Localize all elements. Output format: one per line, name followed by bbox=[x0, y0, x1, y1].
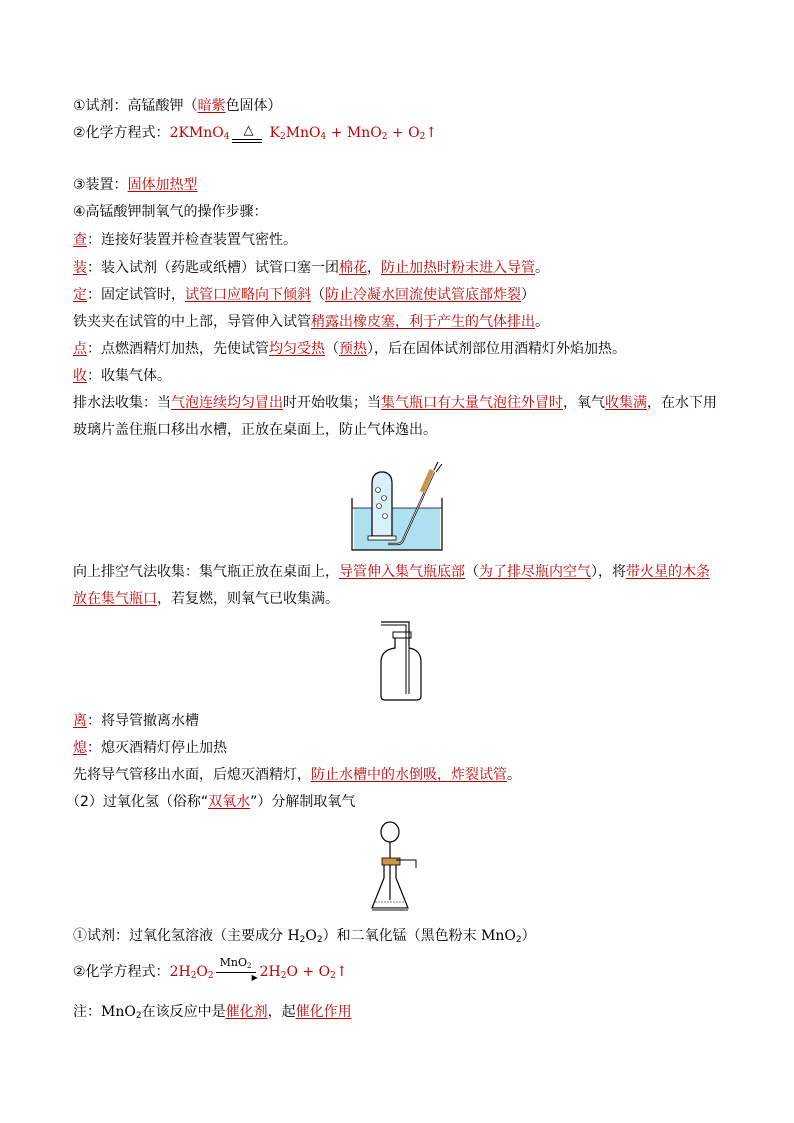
step-key: 定 bbox=[73, 287, 87, 303]
reagent-line-1 bbox=[73, 96, 282, 116]
heat-condition: △ bbox=[230, 123, 270, 143]
apparatus-line bbox=[73, 175, 198, 195]
step-key: 收 bbox=[73, 368, 87, 384]
text: ①试剂：高锰酸钾（ bbox=[73, 98, 198, 114]
step-load: 装：装入试剂（药匙或纸槽）试管口塞一团棉花，防止加热时粉末进入导管。 bbox=[73, 260, 549, 276]
step-key: 离 bbox=[73, 713, 87, 729]
answer-blank: 集气瓶口有大量气泡往外冒时 bbox=[381, 395, 563, 411]
answer-blank: 固体加热型 bbox=[127, 177, 198, 193]
answer-blank: 双氧水 bbox=[208, 794, 251, 810]
text: ③装置： bbox=[73, 177, 128, 193]
text: ②化学方程式： bbox=[73, 125, 170, 141]
text: ：将导管撤离水槽 bbox=[87, 713, 199, 729]
text: ④高锰酸钾制氧气的操作步骤： bbox=[73, 204, 268, 220]
equation: $2H_2O_2$ MnO$_2$ ▶ $2H_2O$ + $O_2↑$ bbox=[169, 956, 348, 982]
air-collect-line: 向上排空气法收集：集气瓶正放在桌面上，导管伸入集气瓶底部（为了排尽瓶内空气），将带火星的木条 bbox=[73, 564, 710, 580]
text: ：连接好装置并检查装置气密性。 bbox=[87, 232, 297, 248]
text: ，若复燃，则氧气已收集满。 bbox=[157, 591, 339, 607]
answer-blank: 为了排尽瓶内空气 bbox=[479, 564, 591, 580]
text: ：熄灭酒精灯停止加热 bbox=[87, 740, 227, 756]
text: 铁夹夹在试管的中上部，导管伸入试管 bbox=[73, 314, 311, 330]
order-line: 先将导气管移出水面，后熄灭酒精灯，防止水槽中的水倒吸，炸裂试管。 bbox=[73, 767, 521, 783]
step-remove bbox=[73, 711, 199, 731]
step-light: 点：点燃酒精灯加热，先使试管均匀受热（预热），后在固体试剂部位用酒精灯外焰加热。 bbox=[73, 341, 626, 357]
gas-bottle-figure bbox=[375, 618, 425, 702]
answer-blank: 催化作用 bbox=[295, 1004, 352, 1020]
answer-blank: 气泡连续均匀冒出 bbox=[171, 395, 283, 411]
answer-blank: 防止水槽中的水倒吸，炸裂试管 bbox=[311, 767, 507, 783]
clamp-line: 铁夹夹在试管的中上部，导管伸入试管稍露出橡皮塞，利于产生的气体排出。 bbox=[73, 314, 549, 330]
answer-blank: 预热 bbox=[339, 341, 367, 357]
answer-blank: 试管口应略向下倾斜 bbox=[185, 287, 311, 303]
answer-blank: 防止冷凝水回流使试管底部炸裂 bbox=[325, 287, 521, 303]
answer-blank: 放在集气瓶口 bbox=[73, 591, 157, 607]
step-key: 熄 bbox=[73, 740, 87, 756]
water-collect-line: 排水法收集：当气泡连续均匀冒出时开始收集；当集气瓶口有大量气泡往外冒时，氧气收集满，在水下用 bbox=[73, 395, 717, 411]
text: ：固定试管时， bbox=[87, 287, 185, 303]
text: ①试剂：过氧化氢溶液（主要成分 H bbox=[73, 928, 300, 944]
equation-line-1 bbox=[73, 123, 437, 147]
water-displacement-figure bbox=[350, 458, 445, 553]
catalyst-arrow: MnO$_2$ ▶ bbox=[214, 962, 260, 982]
step-check bbox=[73, 230, 297, 250]
text: 注：MnO bbox=[73, 1004, 136, 1020]
text: 排水法收集：当 bbox=[73, 395, 171, 411]
text: 先将导气管移出水面，后熄灭酒精灯， bbox=[73, 767, 311, 783]
text: ：装入试剂（药匙或纸槽）试管口塞一团 bbox=[87, 260, 339, 276]
answer-blank: 收集满 bbox=[605, 395, 647, 411]
answer-blank: 棉花 bbox=[339, 260, 367, 276]
text: ②化学方程式： bbox=[73, 964, 170, 980]
step-key: 查 bbox=[73, 232, 87, 248]
steps-heading bbox=[73, 202, 268, 222]
answer-blank: 带火星的木条 bbox=[626, 564, 710, 580]
answer-blank: 导管伸入集气瓶底部 bbox=[339, 564, 465, 580]
answer-blank: 暗紫 bbox=[197, 98, 226, 114]
text: ：收集气体。 bbox=[87, 368, 171, 384]
answer-blank: 催化剂 bbox=[225, 1004, 268, 1020]
step-key: 装 bbox=[73, 260, 87, 276]
reagent-line-2: ①试剂：过氧化氢溶液（主要成分 $H_2O_2$）和二氧化锰（黑色粉末 MnO$_2$） bbox=[73, 928, 536, 945]
step-extinguish bbox=[73, 738, 227, 758]
equation-line-2 bbox=[73, 956, 348, 986]
text: 色固体） bbox=[225, 98, 282, 114]
step-fix: 定：固定试管时，试管口应略向下倾斜（防止冷凝水回流使试管底部炸裂） bbox=[73, 287, 535, 303]
answer-blank: 均匀受热 bbox=[269, 341, 325, 357]
note-line: 注：MnO$_2$在该反应中是催化剂，起催化作用 bbox=[73, 1004, 352, 1021]
h2o2-heading: （2）过氧化氢（俗称“双氧水”）分解制取氧气 bbox=[66, 794, 356, 810]
flask-funnel-figure bbox=[368, 818, 438, 916]
air-collect-line-2 bbox=[73, 589, 339, 609]
text: 玻璃片盖住瓶口移出水槽，正放在桌面上，防止气体逸出。 bbox=[73, 422, 437, 438]
text: 向上排空气法收集：集气瓶正放在桌面上， bbox=[73, 564, 339, 580]
equation: 2KMnO$_4$ △ $K_2MnO_4 + MnO_2$ + $O_2↑$ bbox=[169, 123, 438, 142]
text: ：点燃酒精灯加热，先使试管 bbox=[87, 341, 269, 357]
answer-blank: 稍露出橡皮塞，利于产生的气体排出 bbox=[311, 314, 535, 330]
text: （2）过氧化氢（俗称“ bbox=[66, 794, 209, 810]
step-key: 点 bbox=[73, 341, 87, 357]
water-collect-line-2 bbox=[73, 420, 437, 440]
step-collect bbox=[73, 366, 171, 386]
answer-blank: 防止加热时粉末进入导管 bbox=[381, 260, 535, 276]
